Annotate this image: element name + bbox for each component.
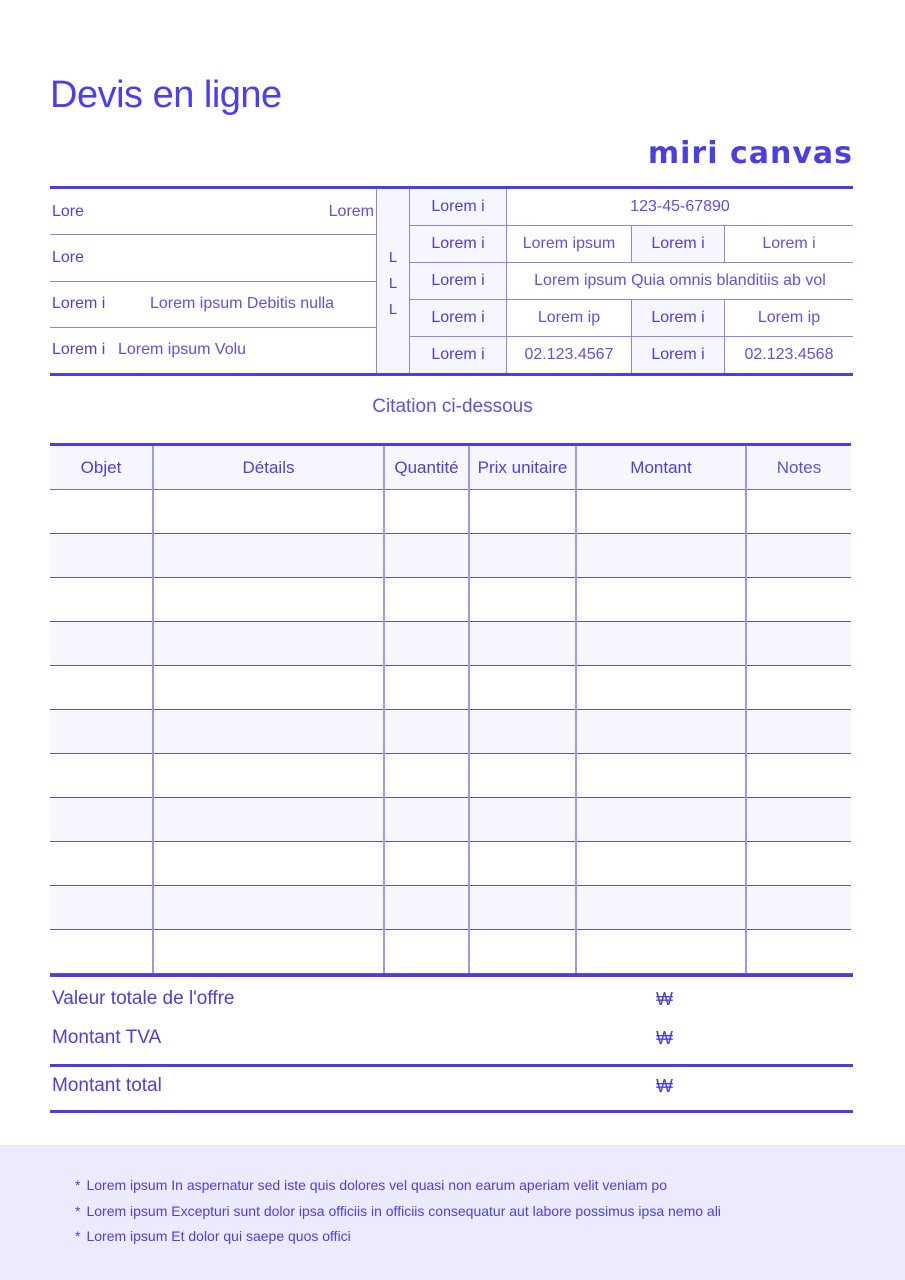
info-label: Lorem i [52, 295, 106, 313]
cell[interactable] [576, 578, 746, 622]
cell[interactable] [746, 798, 851, 842]
cell[interactable] [469, 578, 576, 622]
won-currency-icon[interactable]: ₩ [656, 1027, 673, 1048]
info-row [410, 337, 853, 373]
table-row [50, 886, 851, 930]
table-header-row [50, 445, 851, 490]
info-label: Lorem i [632, 300, 725, 336]
offer-total-row [50, 985, 853, 1013]
cell[interactable] [50, 842, 153, 886]
cell[interactable] [576, 710, 746, 754]
cell[interactable] [384, 666, 469, 710]
table-row [50, 490, 851, 534]
side-letter: L [388, 248, 398, 266]
cell[interactable] [384, 710, 469, 754]
cell[interactable] [50, 534, 153, 578]
table-row [50, 622, 851, 666]
cell[interactable] [746, 534, 851, 578]
cell[interactable] [153, 798, 384, 842]
cell[interactable] [50, 930, 153, 974]
column-header-amount: Montant [576, 445, 746, 490]
cell[interactable] [576, 842, 746, 886]
cell[interactable] [469, 622, 576, 666]
cell[interactable] [746, 622, 851, 666]
info-label: Lorem i [52, 341, 106, 359]
info-label: Lorem i [410, 337, 507, 373]
cell[interactable] [469, 930, 576, 974]
info-row [50, 328, 376, 373]
cell[interactable] [50, 490, 153, 534]
side-letter: L [388, 274, 398, 292]
divider [50, 1110, 853, 1113]
table-bottom-divider [50, 973, 853, 977]
info-row [50, 189, 376, 235]
cell[interactable] [50, 578, 153, 622]
cell[interactable] [469, 666, 576, 710]
quote-items-table [50, 443, 851, 974]
cell[interactable] [469, 842, 576, 886]
page-title: Devis en ligne [50, 74, 282, 116]
brand-logo: miri canvas [647, 136, 853, 171]
cell[interactable] [384, 930, 469, 974]
info-side-column [376, 189, 410, 373]
cell[interactable] [50, 710, 153, 754]
info-label: Lorem i [410, 189, 507, 225]
info-row [410, 226, 853, 263]
cell[interactable] [746, 578, 851, 622]
cell[interactable] [384, 886, 469, 930]
info-label: Lorem i [632, 337, 725, 373]
cell[interactable] [50, 622, 153, 666]
cell[interactable] [153, 930, 384, 974]
table-row [50, 578, 851, 622]
info-label: Lorem i [410, 300, 507, 336]
column-header-unit-price: Prix unitaire [469, 445, 576, 490]
divider [50, 1064, 853, 1067]
cell[interactable] [576, 666, 746, 710]
info-label: Lore [52, 248, 85, 266]
info-label: Lorem i [410, 263, 507, 299]
info-right [410, 189, 853, 373]
footnote-text: Lorem ipsum Excepturi sunt dolor ipsa officiis in officiis consequatur aut labore possimus ipsa nemo ali [86, 1202, 721, 1219]
cell[interactable] [50, 754, 153, 798]
table-row [50, 666, 851, 710]
table-row [50, 930, 851, 974]
cell[interactable] [384, 534, 469, 578]
info-label: Lorem i [632, 226, 725, 262]
info-value[interactable]: Lorem ip [507, 300, 632, 336]
cell[interactable] [576, 798, 746, 842]
cell[interactable] [50, 666, 153, 710]
info-value[interactable]: Lorem ipsum Quia omnis blanditiis ab vol [534, 272, 826, 289]
cell[interactable] [469, 886, 576, 930]
cell[interactable] [469, 754, 576, 798]
grand-total-label: Montant total [52, 1075, 162, 1096]
cell[interactable] [384, 754, 469, 798]
cell[interactable] [576, 886, 746, 930]
info-value[interactable]: 123-45-67890 [630, 198, 730, 215]
cell[interactable] [153, 886, 384, 930]
table-row [50, 710, 851, 754]
footer-notes [0, 1145, 905, 1280]
cell[interactable] [153, 754, 384, 798]
footnote-text: Lorem ipsum Et dolor qui saepe quos offici [86, 1228, 351, 1244]
cell[interactable] [153, 666, 384, 710]
won-currency-icon[interactable]: ₩ [656, 988, 673, 1009]
footnote [75, 1199, 905, 1225]
vat-row [50, 1024, 853, 1052]
cell[interactable] [153, 842, 384, 886]
cell[interactable] [746, 490, 851, 534]
footnote [75, 1173, 905, 1199]
info-row [50, 235, 376, 281]
cell[interactable] [153, 490, 384, 534]
table-row [50, 798, 851, 842]
cell[interactable] [50, 798, 153, 842]
section-subtitle: Citation ci-dessous [372, 396, 533, 417]
info-value[interactable]: Lorem ip [757, 309, 821, 326]
vat-label: Montant TVA [52, 1027, 162, 1048]
asterisk-icon: * [75, 1202, 81, 1219]
cell[interactable] [153, 534, 384, 578]
cell[interactable] [153, 578, 384, 622]
info-label: Lore [52, 202, 85, 220]
table-row [50, 842, 851, 886]
cell[interactable] [469, 710, 576, 754]
info-value[interactable]: 02.123.4568 [744, 346, 834, 363]
table-row [50, 754, 851, 798]
footnote [75, 1224, 905, 1250]
info-row [410, 189, 853, 226]
column-header-details: Détails [153, 445, 384, 490]
cell[interactable] [469, 798, 576, 842]
cell[interactable] [469, 534, 576, 578]
asterisk-icon: * [75, 1228, 81, 1244]
footnote-text: Lorem ipsum In aspernatur sed iste quis dolores vel quasi non earum aperiam velit veniam po [86, 1177, 667, 1193]
cell[interactable] [153, 710, 384, 754]
cell[interactable] [576, 754, 746, 798]
cell[interactable] [746, 930, 851, 974]
cell[interactable] [746, 886, 851, 930]
cell[interactable] [746, 710, 851, 754]
info-label: Lorem i [410, 226, 507, 262]
info-value[interactable]: Lorem ipsum Debitis nulla [150, 295, 335, 313]
cell[interactable] [384, 490, 469, 534]
cell[interactable] [746, 754, 851, 798]
info-left [50, 189, 376, 373]
cell[interactable] [746, 842, 851, 886]
cell[interactable] [576, 622, 746, 666]
cell[interactable] [746, 666, 851, 710]
info-row [410, 300, 853, 337]
cell[interactable] [153, 622, 384, 666]
info-value[interactable]: Lorem ipsum [507, 226, 632, 262]
info-value[interactable]: Lorem i [762, 235, 816, 252]
cell[interactable] [384, 798, 469, 842]
column-header-quantity: Quantité [384, 445, 469, 490]
info-value[interactable]: 02.123.4567 [507, 337, 632, 373]
won-currency-icon[interactable]: ₩ [656, 1075, 673, 1096]
asterisk-icon: * [75, 1177, 81, 1193]
info-value[interactable]: Lorem ipsum Volu [118, 341, 247, 359]
info-block [50, 186, 853, 376]
table-row [50, 534, 851, 578]
info-value[interactable]: Lorem [328, 202, 374, 220]
column-header-notes: Notes [746, 445, 851, 490]
cell[interactable] [384, 842, 469, 886]
cell[interactable] [384, 622, 469, 666]
offer-total-label: Valeur totale de l'offre [52, 988, 235, 1009]
cell[interactable] [576, 534, 746, 578]
grand-total-row [50, 1072, 853, 1100]
info-row [410, 263, 853, 300]
cell[interactable] [576, 490, 746, 534]
cell[interactable] [469, 490, 576, 534]
cell[interactable] [384, 578, 469, 622]
cell[interactable] [576, 930, 746, 974]
column-header-object: Objet [50, 445, 153, 490]
side-letter: L [388, 300, 398, 318]
info-row [50, 282, 376, 328]
cell[interactable] [50, 886, 153, 930]
